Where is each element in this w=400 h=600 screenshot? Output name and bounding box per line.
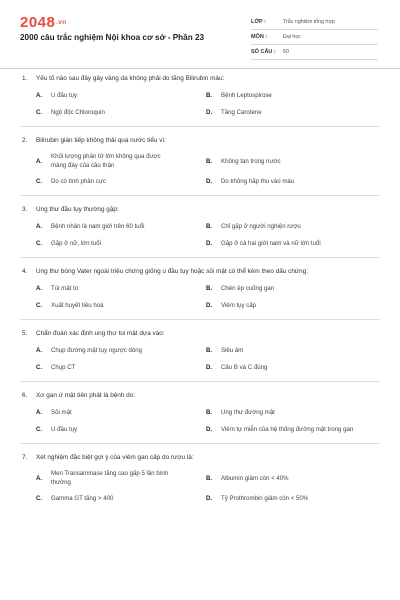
option-text: Ung thư đường mật [221, 409, 275, 416]
question-item [0, 391, 400, 435]
question-body: Xét nghiệm đặc biệt gợi ý của viêm gan cấp do rượu là: [36, 454, 194, 461]
question-text [20, 391, 378, 401]
option-letter: C. [36, 364, 43, 371]
option-letter: D. [206, 302, 213, 309]
option-text: Do không hấp thu vào máu [221, 178, 295, 185]
question-number: 1. [22, 75, 28, 82]
answer-option-b[interactable] [206, 90, 366, 101]
option-letter: A. [36, 92, 43, 99]
option-letter: B. [206, 347, 213, 354]
option-letter: B. [206, 409, 213, 416]
meta-key: SỐ CÂU : [251, 49, 276, 55]
answer-option-a[interactable] [36, 283, 206, 294]
question-divider [20, 443, 380, 444]
meta-value: Đại học [283, 34, 301, 40]
answer-option-d[interactable] [206, 493, 366, 504]
option-letter: D. [206, 495, 213, 502]
answer-option-b[interactable] [206, 469, 366, 487]
option-text: Gặp ở nữ, lớn tuổi [51, 240, 102, 247]
answer-option-d[interactable] [206, 176, 366, 187]
question-text [20, 74, 378, 84]
question-divider [20, 257, 380, 258]
answer-options [36, 90, 378, 118]
page-title: 2000 câu trắc nghiệm Nội khoa cơ sở - Phần 23 [20, 33, 205, 42]
question-divider [20, 126, 380, 127]
option-text: Túi mật to [51, 285, 79, 292]
answer-option-b[interactable] [206, 345, 366, 356]
meta-key: LỚP : [251, 19, 266, 25]
option-letter: A. [36, 223, 43, 230]
logo-suffix: .vn [56, 20, 67, 27]
answer-options [36, 345, 378, 373]
answer-options [36, 152, 378, 187]
question-body: Bilirubin gián tiếp không thải qua nước tiểu vì: [36, 137, 166, 144]
option-letter: A. [36, 409, 43, 416]
option-text: Do có tính phân cực [51, 178, 106, 185]
question-text [20, 453, 378, 463]
answer-option-b[interactable] [206, 221, 366, 232]
option-letter: B. [206, 157, 213, 165]
answer-option-c[interactable] [36, 238, 206, 249]
answer-option-a[interactable] [36, 221, 206, 232]
option-letter: A. [36, 285, 43, 292]
answer-option-c[interactable] [36, 300, 206, 311]
answer-option-d[interactable] [206, 424, 366, 435]
option-text: Chỉ gặp ở người nghiện rượu [221, 223, 301, 230]
option-text: Viêm tụy cấp [221, 302, 257, 309]
meta-info-table [251, 15, 378, 60]
option-letter: C. [36, 495, 43, 502]
option-text: Xuất huyết tiêu hoá [51, 302, 104, 309]
question-item [0, 205, 400, 249]
question-divider [20, 381, 380, 382]
answer-option-b[interactable] [206, 152, 366, 170]
question-number: 6. [22, 392, 28, 399]
meta-value: 50 [283, 49, 289, 55]
question-list [0, 74, 400, 504]
option-text: Chụp đường mật tụy ngược dòng [51, 347, 143, 354]
question-item [0, 74, 400, 118]
option-text: Albumin giảm còn < 40% [221, 474, 289, 482]
question-body: Ung thư bóng Vater ngoài triệu chứng giống u đầu tụy hoặc sỏi mật có thể kèm theo dấu chứng: [36, 268, 309, 275]
answer-options [36, 221, 378, 249]
question-item [0, 136, 400, 187]
meta-row-class [251, 15, 378, 30]
answer-option-c[interactable] [36, 176, 206, 187]
option-letter: C. [36, 240, 43, 247]
question-number: 5. [22, 330, 28, 337]
option-text: Tăng Carotene [221, 109, 262, 116]
answer-option-b[interactable] [206, 283, 366, 294]
question-number: 4. [22, 268, 28, 275]
answer-option-a[interactable] [36, 152, 206, 170]
option-text: U đầu tụy [51, 92, 78, 99]
option-letter: B. [206, 223, 213, 230]
option-letter: A. [36, 347, 43, 354]
option-text: Câu B và C đúng [221, 364, 268, 371]
option-letter: A. [36, 157, 43, 165]
option-text: U đầu tụy [51, 426, 78, 433]
option-letter: C. [36, 302, 43, 309]
question-divider [20, 195, 380, 196]
question-text [20, 136, 378, 146]
question-body: Yếu tố nào sau đây gây vàng da không phải do tăng Bilirubin máu: [36, 75, 225, 82]
option-letter: D. [206, 240, 213, 247]
page-header [0, 0, 400, 64]
option-text: Chèn ép cuống gan [221, 285, 275, 292]
meta-row-count [251, 45, 378, 60]
question-number: 2. [22, 137, 28, 144]
meta-key: MÔN : [251, 34, 268, 40]
question-item [0, 329, 400, 373]
question-number: 7. [22, 454, 28, 461]
option-text: Viêm tự miễn của hệ thống đường mật trong gan [221, 426, 354, 433]
option-text: Gặp ở cả hai giới nam và nữ lớn tuổi [221, 240, 321, 247]
option-text: Khối lượng phân tử lớn không qua được màng đáy của cầu thận [51, 153, 161, 169]
option-text: Men Transaminase tăng cao gấp 5 lần bình thường [51, 470, 169, 486]
site-logo[interactable] [20, 14, 67, 31]
answer-option-d[interactable] [206, 362, 366, 373]
option-text: Gamma GT tăng > 400 [51, 495, 114, 502]
option-text: Chụp CT [51, 364, 76, 371]
option-letter: B. [206, 474, 213, 482]
meta-row-subject [251, 30, 378, 45]
option-letter: C. [36, 426, 43, 433]
logo-main: 2048 [20, 14, 56, 31]
meta-value: Trắc nghiệm tổng hợp [283, 19, 335, 25]
question-body: Xơ gan ứ mật tiên phát là bệnh do: [36, 392, 136, 399]
answer-option-d[interactable] [206, 238, 366, 249]
question-body: Ung thư đầu tụy thường gặp: [36, 206, 119, 213]
answer-option-a[interactable] [36, 345, 206, 356]
question-number: 3. [22, 206, 28, 213]
answer-options [36, 469, 378, 504]
answer-option-a[interactable] [36, 90, 206, 101]
question-text [20, 329, 378, 339]
option-text: Không tan trong nước [221, 157, 281, 165]
option-letter: D. [206, 426, 213, 433]
option-letter: D. [206, 109, 213, 116]
answer-option-a[interactable] [36, 407, 206, 418]
option-letter: B. [206, 285, 213, 292]
question-text [20, 205, 378, 215]
option-text: Bệnh Leptospirose [221, 92, 272, 99]
answer-option-d[interactable] [206, 300, 366, 311]
answer-option-d[interactable] [206, 107, 366, 118]
answer-option-c[interactable] [36, 493, 206, 504]
answer-option-c[interactable] [36, 424, 206, 435]
option-letter: C. [36, 109, 43, 116]
option-text: Bệnh nhân là nam giới trên 60 tuổi [51, 223, 145, 230]
answer-option-c[interactable] [36, 362, 206, 373]
question-item [0, 267, 400, 311]
answer-options [36, 407, 378, 435]
answer-option-c[interactable] [36, 107, 206, 118]
option-letter: A. [36, 474, 43, 482]
option-letter: B. [206, 92, 213, 99]
answer-options [36, 283, 378, 311]
option-text: Tỷ Prothrombin giảm còn < 50% [221, 495, 309, 502]
question-divider [20, 319, 380, 320]
answer-option-a[interactable] [36, 469, 206, 487]
question-item [0, 453, 400, 504]
question-body: Chẩn đoán xác định ung thư túi mật dựa vào: [36, 330, 165, 337]
option-letter: D. [206, 364, 213, 371]
option-text: Siêu âm [221, 347, 244, 354]
header-divider [0, 68, 400, 69]
question-text [20, 267, 378, 277]
option-text: Sỏi mật [51, 409, 72, 416]
option-text: Ngộ độc Chloroquin [51, 109, 105, 116]
answer-option-b[interactable] [206, 407, 366, 418]
option-letter: D. [206, 178, 213, 185]
option-letter: C. [36, 178, 43, 185]
